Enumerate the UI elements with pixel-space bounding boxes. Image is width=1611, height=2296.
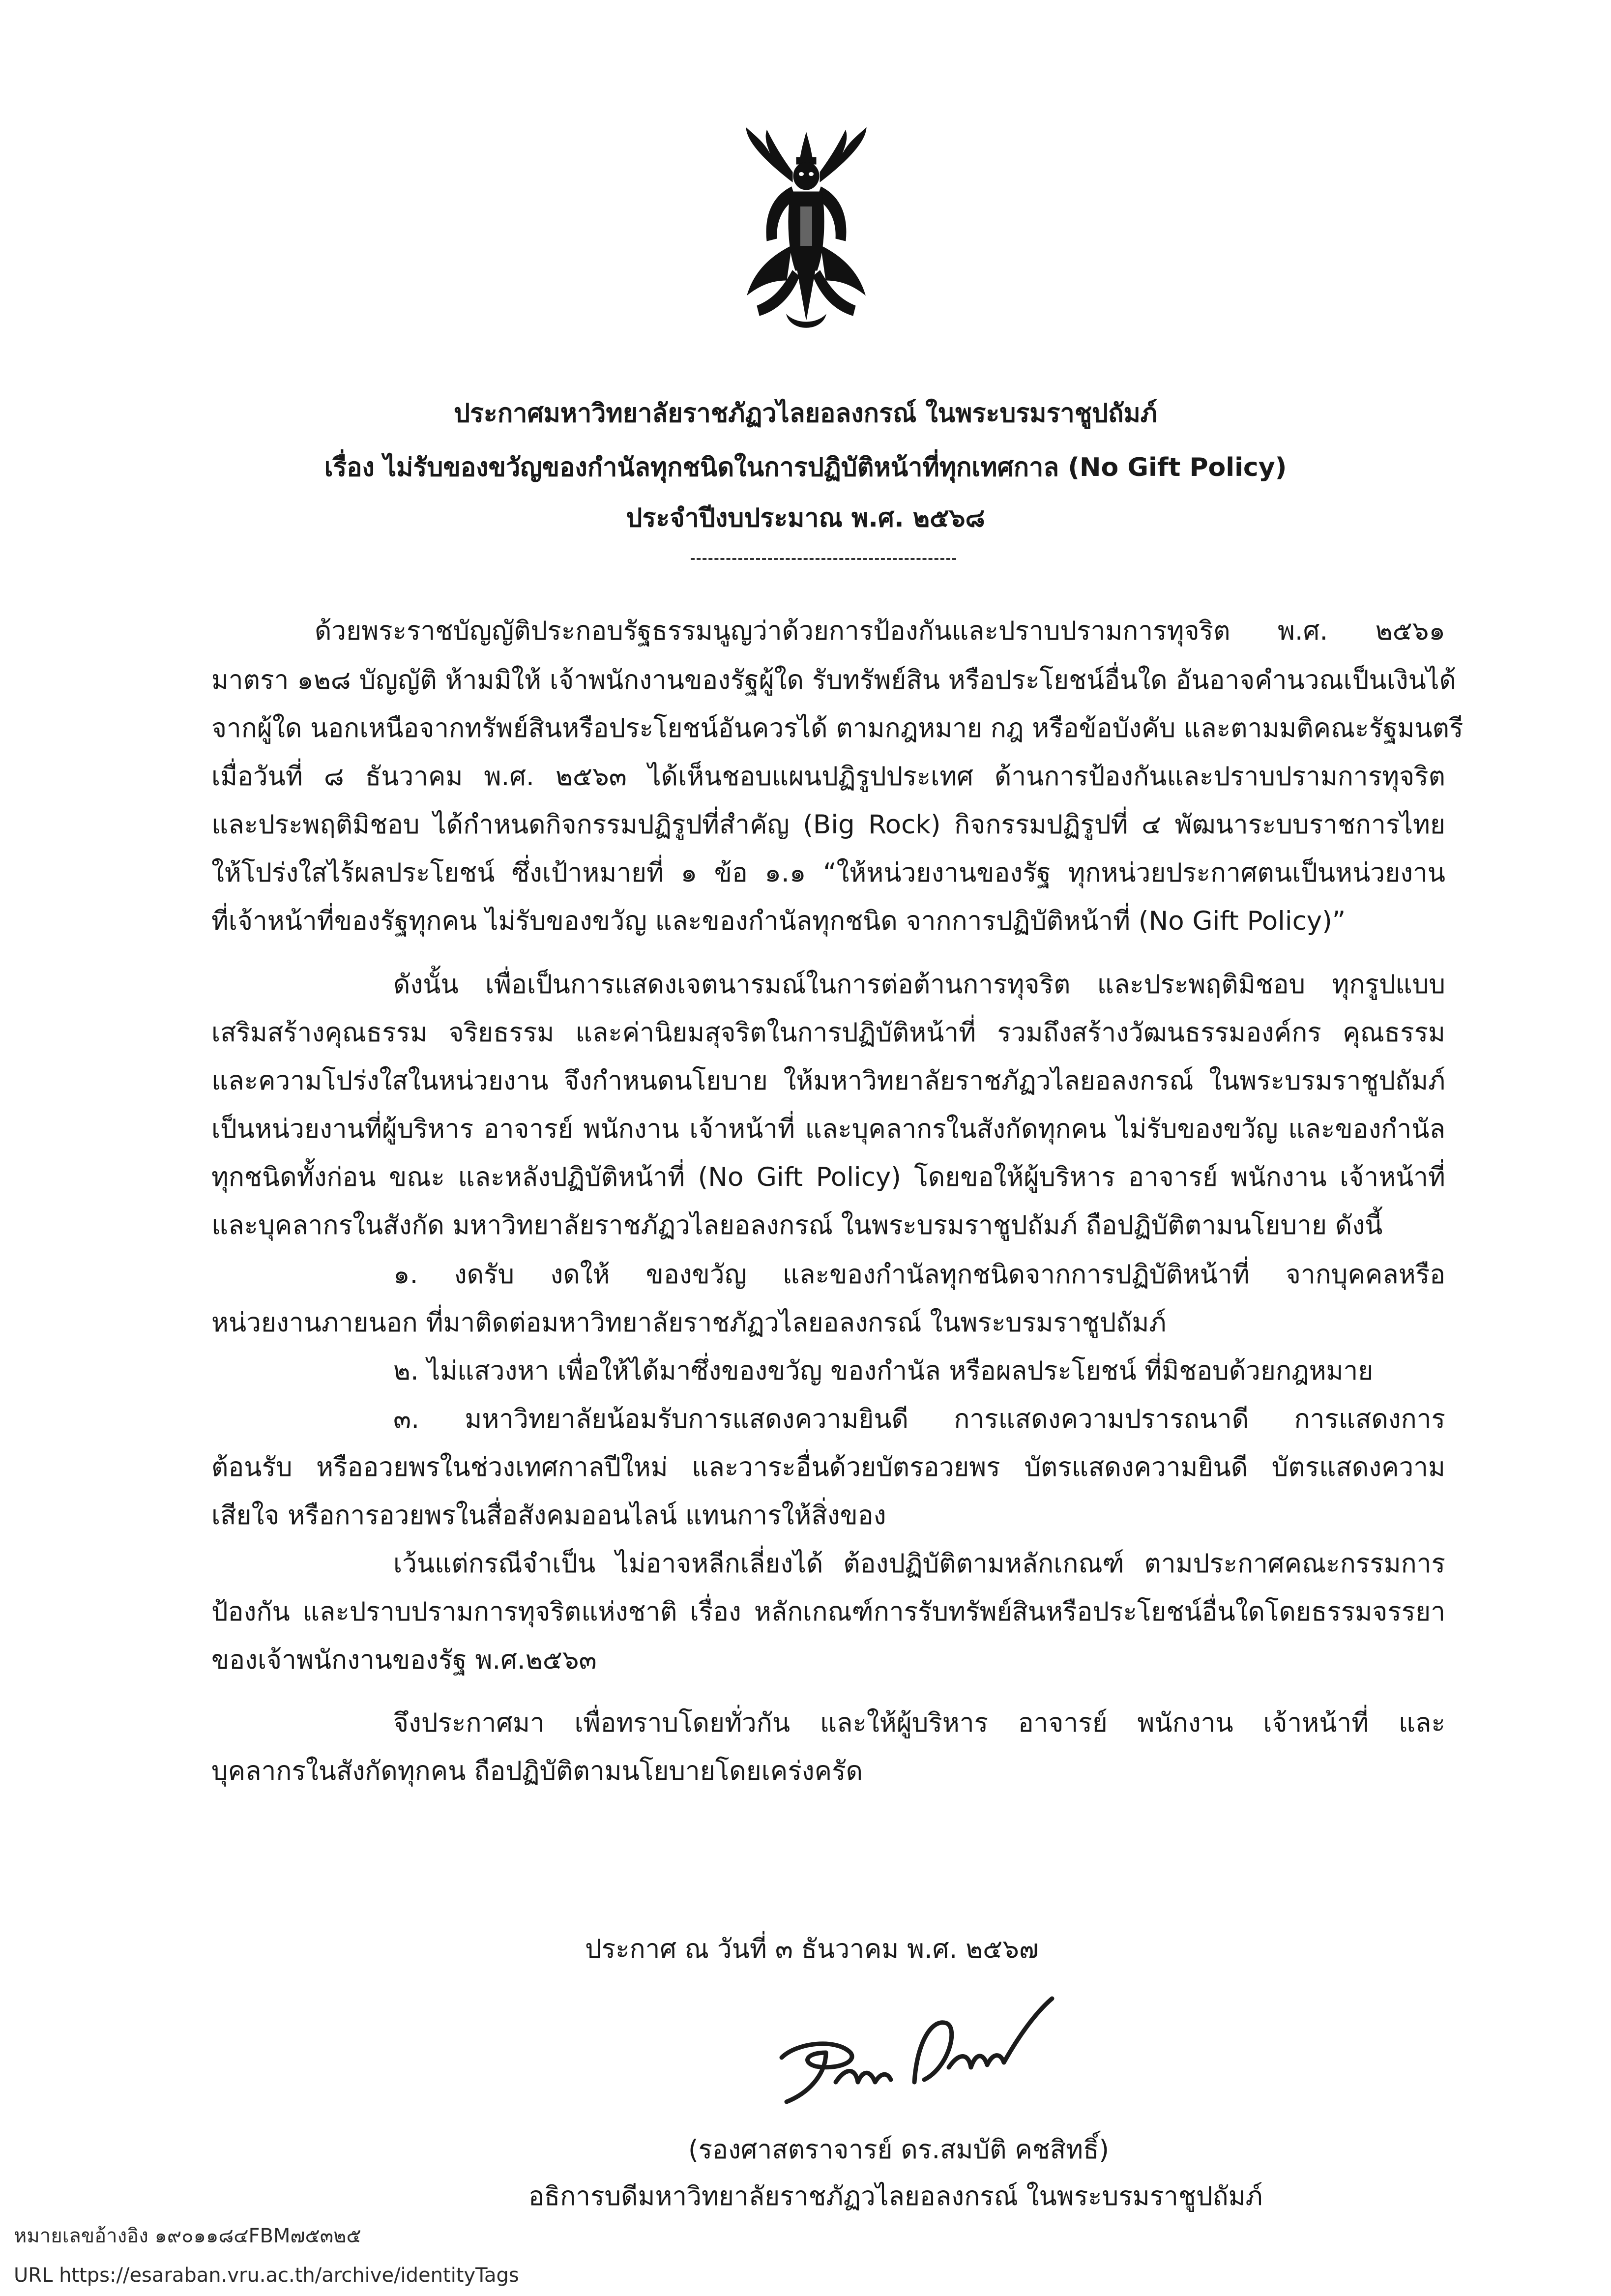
paragraph-line: เว้นแต่กรณีจำเป็น ไม่อาจหลีกเลี่ยงได้ ต้องปฏิบัติตามหลักเกณฑ์ ตามประกาศคณะกรรมการ: [393, 1549, 1445, 1579]
paragraph-line: ของเจ้าพนักงานของรัฐ พ.ศ.๒๕๖๓: [211, 1645, 597, 1675]
announcement-subject: เรื่อง ไม่รับของขวัญของกำนัลทุกชนิดในการปฏิบัติหน้าที่ทุกเทศกาล (No Gift Policy): [324, 453, 1287, 482]
paragraph-line: เป็นหน่วยงานที่ผู้บริหาร อาจารย์ พนักงาน เจ้าหน้าที่ และบุคลากรในสังกัดทุกคน ไม่รับของขวัญ และของกำนัล: [211, 1114, 1445, 1144]
announcement-date: ประกาศ ณ วันที่ ๓ ธันวาคม พ.ศ. ๒๕๖๗: [585, 1934, 1039, 1964]
paragraph-line: เสริมสร้างคุณธรรม จริยธรรม และค่านิยมสุจริตในการปฏิบัติหน้าที่ รวมถึงสร้างวัฒนธรรมองค์กร คุณธรรม: [211, 1018, 1445, 1048]
signature-mark: [752, 1984, 1072, 2112]
fiscal-year: ประจำปีงบประมาณ พ.ศ. ๒๕๖๘: [626, 503, 985, 533]
policy-item-3-cont: เสียใจ หรือการอวยพรในสื่อสังคมออนไลน์ แทนการให้สิ่งของ: [211, 1501, 886, 1531]
policy-item-3-cont: ต้อนรับ หรืออวยพรในช่วงเทศกาลปีใหม่ และวาระอื่นด้วยบัตรอวยพร บัตรแสดงความยินดี บัตรแสดงความ: [211, 1452, 1445, 1482]
paragraph-line: และประพฤติมิชอบ ได้กำหนดกิจกรรมปฏิรูปที่สำคัญ (Big Rock) กิจกรรมปฏิรูปที่ ๔ พัฒนาระบบราชการไทย: [211, 810, 1445, 840]
policy-item-2: ๒. ไม่แสวงหา เพื่อให้ได้มาซึ่งของขวัญ ของกำนัล หรือผลประโยชน์ ที่มิชอบด้วยกฎหมาย: [393, 1356, 1374, 1386]
policy-item-3: ๓. มหาวิทยาลัยน้อมรับการแสดงความยินดี การแสดงความปรารถนาดี การแสดงการ: [393, 1404, 1445, 1434]
signer-position: อธิการบดีมหาวิทยาลัยราชภัฏวไลยอลงกรณ์ ในพระบรมราชูปถัมภ์: [528, 2181, 1263, 2211]
paragraph-line: จึงประกาศมา เพื่อทราบโดยทั่วกัน และให้ผู้บริหาร อาจารย์ พนักงาน เจ้าหน้าที่ และ: [393, 1708, 1445, 1738]
paragraph-line: ด้วยพระราชบัญญัติประกอบรัฐธรรมนูญว่าด้วยการป้องกันและปราบปรามการทุจริต พ.ศ. ๒๕๖๑: [315, 616, 1445, 646]
reference-number: หมายเลขอ้างอิง ๑๙๐๑๑๘๔FBM๗๕๓๒๕: [14, 2225, 361, 2247]
paragraph-line: ให้โปร่งใสไร้ผลประโยชน์ ซึ่งเป้าหมายที่ ๑ ข้อ ๑.๑ “ให้หน่วยงานของรัฐ ทุกหน่วยประกาศตนเป็นหน่วยงาน: [211, 858, 1445, 888]
paragraph-line: เมื่อวันที่ ๘ ธันวาคม พ.ศ. ๒๕๖๓ ได้เห็นชอบแผนปฏิรูปประเทศ ด้านการป้องกันและปราบปรามการทุจริต: [211, 762, 1445, 792]
policy-item-1-cont: หน่วยงานภายนอก ที่มาติดต่อมหาวิทยาลัยราชภัฏวไลยอลงกรณ์ ในพระบรมราชูปถัมภ์: [211, 1308, 1167, 1338]
paragraph-line: บุคลากรในสังกัดทุกคน ถือปฏิบัติตามนโยบายโดยเคร่งครัด: [211, 1756, 863, 1786]
paragraph-line: และความโปร่งใสในหน่วยงาน จึงกำหนดนโยบาย ให้มหาวิทยาลัยราชภัฏวไลยอลงกรณ์ ในพระบรมราชูปถัมภ์: [211, 1066, 1445, 1096]
policy-item-1: ๑. งดรับ งดให้ ของขวัญ และของกำนัลทุกชนิดจากการปฏิบัติหน้าที่ จากบุคคลหรือ: [393, 1260, 1445, 1290]
paragraph-line: จากผู้ใด นอกเหนือจากทรัพย์สินหรือประโยชน์อันควรได้ ตามกฎหมาย กฎ หรือข้อบังคับ และตามมติคณะรัฐมนตรี: [211, 713, 1464, 743]
document-url[interactable]: URL https://esaraban.vru.ac.th/archive/identityTags: [14, 2264, 519, 2287]
paragraph-line: ป้องกัน และปราบปรามการทุจริตแห่งชาติ เรื่อง หลักเกณฑ์การรับทรัพย์สินหรือประโยชน์อื่นใดโดยธรรมจรรยา: [211, 1597, 1445, 1627]
paragraph-line: ดังนั้น เพื่อเป็นการแสดงเจตนารมณ์ในการต่อต้านการทุจริต และประพฤติมิชอบ ทุกรูปแบบ: [393, 970, 1445, 1000]
garuda-emblem-icon: [737, 123, 875, 339]
signer-name: (รองศาสตราจารย์ ดร.สมบัติ คชสิทธิ์): [688, 2135, 1110, 2165]
paragraph-line: และบุคลากรในสังกัด มหาวิทยาลัยราชภัฏวไลยอลงกรณ์ ในพระบรมราชูปถัมภ์ ถือปฏิบัติตามนโยบาย ดังนี้: [211, 1210, 1383, 1240]
paragraph-line: ทุกชนิดทั้งก่อน ขณะ และหลังปฏิบัติหน้าที่ (No Gift Policy) โดยขอให้ผู้บริหาร อาจารย์ พนักงาน เจ้าหน้าที่: [211, 1162, 1445, 1192]
announcement-title: ประกาศมหาวิทยาลัยราชภัฏวไลยอลงกรณ์ ในพระบรมราชูปถัมภ์: [453, 399, 1158, 428]
paragraph-line: มาตรา ๑๒๘ บัญญัติ ห้ามมิให้ เจ้าพนักงานของรัฐผู้ใด รับทรัพย์สิน หรือประโยชน์อื่นใด อันอาจคำนวณเป็นเงินได้: [211, 665, 1456, 695]
title-divider: [691, 558, 956, 560]
paragraph-line: ที่เจ้าหน้าที่ของรัฐทุกคน ไม่รับของขวัญ และของกำนัลทุกชนิด จากการปฏิบัติหน้าที่ (No Gift Policy)”: [211, 906, 1346, 936]
